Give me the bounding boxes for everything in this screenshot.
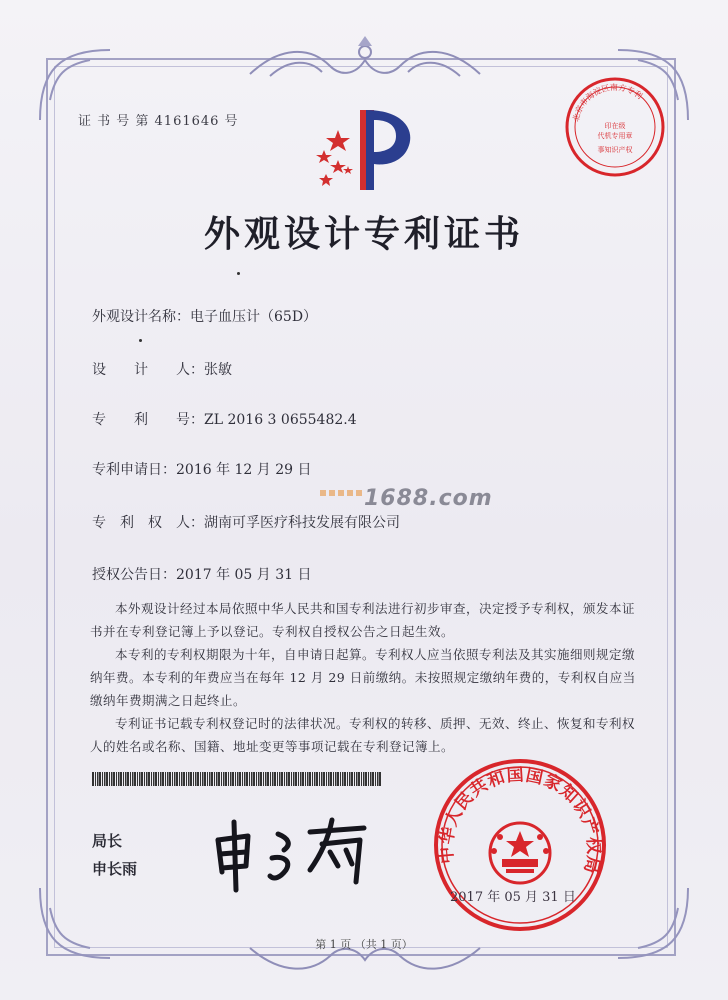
field-value: 2016 年 12 月 29 日 <box>176 462 312 478</box>
field-designer <box>92 359 232 379</box>
field-label: 专 利 权 人： <box>92 515 204 531</box>
field-patent-number <box>92 409 357 429</box>
seal-arc-text: 北京市海淀区南方专利 <box>571 82 644 123</box>
print-dot <box>139 339 142 342</box>
field-patentee <box>92 512 400 532</box>
field-label: 外观设计名称： <box>92 309 190 325</box>
field-label: 专 利 号： <box>92 412 204 428</box>
seal-line: 印在级 <box>604 122 626 130</box>
field-label: 授权公告日： <box>92 567 176 583</box>
agency-seal <box>560 72 670 182</box>
corner-ornament <box>608 878 698 968</box>
field-value: 张敏 <box>204 362 232 378</box>
certificate-title: 外观设计专利证书 <box>203 213 524 255</box>
certificate-number: 证 书 号 第 4161646 号 <box>78 114 239 129</box>
handwritten-signature <box>200 810 380 895</box>
barcode <box>92 772 382 786</box>
field-value: 湖南可孚医疗科技发展有限公司 <box>204 515 400 531</box>
seal-line: 代机专用章 <box>597 132 633 140</box>
seal-arc-text: 中华人民共和国国家知识产权局 <box>436 765 604 877</box>
field-value: 电子血压计（65D） <box>190 309 318 325</box>
watermark-text: 1688.com <box>364 486 493 511</box>
watermark <box>364 486 493 511</box>
body-paragraph: 本外观设计经过本局依照中华人民共和国专利法进行初步审查，决定授予专利权，颁发本证书并在专利登记簿上予以登记。专利权自授权公告之日起生效。 <box>90 601 636 639</box>
print-dot <box>237 272 240 275</box>
national-emblem-icon <box>490 823 550 883</box>
field-design-name <box>92 306 317 326</box>
body-paragraph: 专利证书记载专利权登记时的法律状况。专利权的转移、质押、无效、终止、恢复和专利权人的姓名或名称、国籍、地址变更等事项记载在专利登记簿上。 <box>90 716 636 754</box>
field-label: 设 计 人： <box>92 362 204 378</box>
page-number: 第 1 页 （共 1 页） <box>315 938 413 951</box>
seal-line: 事知识产权 <box>597 146 633 154</box>
seal-date: 2017 年 05 月 31 日 <box>450 890 576 905</box>
body-paragraph: 本专利的专利权期限为十年，自申请日起算。专利权人应当依照专利法及其实施细则规定缴纳年费。本专利的年费应当在每年 12 月 29 日前缴纳。未按照规定缴纳年费的，专利权自应当缴纳年费期满之日起终止。 <box>90 647 636 708</box>
field-value: 2017 年 05 月 31 日 <box>176 567 312 583</box>
field-value: ZL 2016 3 0655482.4 <box>204 412 357 428</box>
director-title: 局长 <box>92 832 123 850</box>
field-application-date <box>92 459 312 479</box>
field-announcement-date <box>92 564 312 584</box>
director-name: 申长雨 <box>92 860 138 878</box>
field-label: 专利申请日： <box>92 462 176 478</box>
corner-ornament <box>30 878 120 968</box>
certificate-body <box>90 597 638 758</box>
national-ip-seal <box>430 755 610 935</box>
top-ornament <box>240 36 490 86</box>
patent-logo-icon <box>308 102 420 194</box>
watermark-stripes <box>320 490 362 496</box>
